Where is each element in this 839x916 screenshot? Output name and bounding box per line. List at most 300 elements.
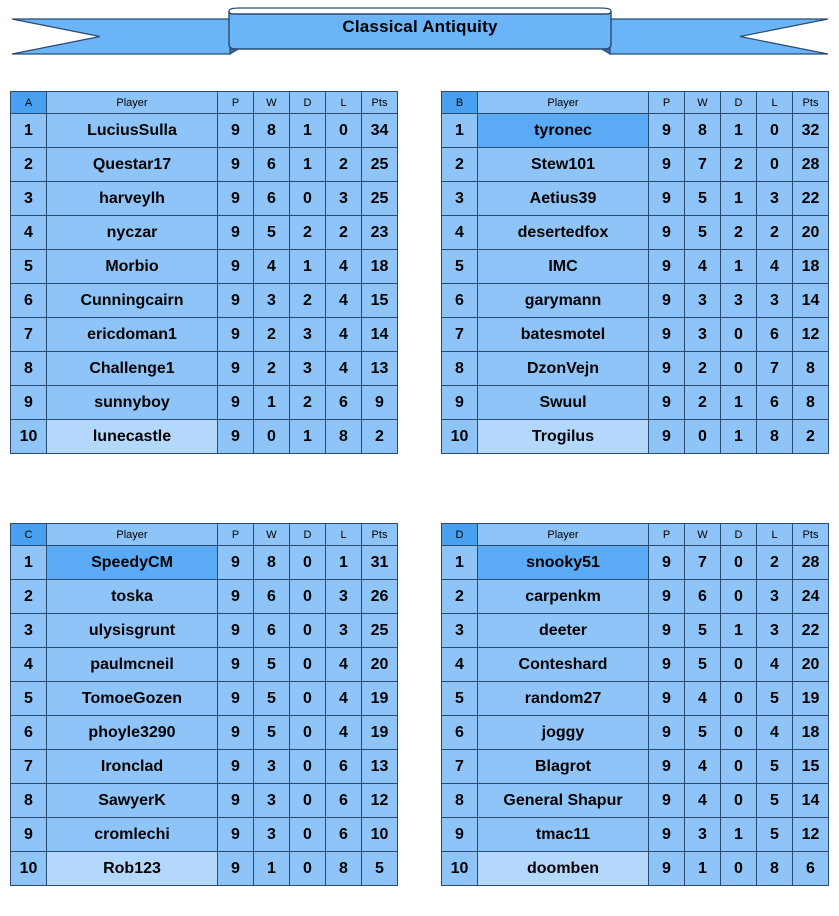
w-cell: 5 [685, 716, 721, 750]
l-cell: 3 [326, 580, 362, 614]
w-cell: 5 [685, 216, 721, 250]
rank-cell: 3 [442, 182, 478, 216]
w-cell: 5 [685, 648, 721, 682]
p-cell: 9 [649, 648, 685, 682]
d-cell: 3 [290, 352, 326, 386]
w-cell: 6 [254, 614, 290, 648]
pts-cell: 14 [793, 284, 829, 318]
w-cell: 5 [254, 216, 290, 250]
d-cell: 0 [290, 648, 326, 682]
w-cell: 5 [254, 648, 290, 682]
column-header-l: L [757, 524, 793, 546]
table-row [11, 318, 398, 352]
pts-cell: 2 [362, 420, 398, 454]
pts-cell: 19 [362, 716, 398, 750]
player-name-cell: Rob123 [47, 852, 218, 886]
rank-cell: 6 [11, 716, 47, 750]
p-cell: 9 [218, 648, 254, 682]
column-header-pts: Pts [362, 524, 398, 546]
d-cell: 0 [721, 852, 757, 886]
table-row [11, 420, 398, 454]
w-cell: 4 [685, 250, 721, 284]
pts-cell: 12 [793, 818, 829, 852]
rank-cell: 8 [11, 352, 47, 386]
rank-cell: 2 [442, 580, 478, 614]
pts-cell: 18 [362, 250, 398, 284]
column-header-w: W [685, 92, 721, 114]
table-row [11, 648, 398, 682]
player-name-cell: desertedfox [478, 216, 649, 250]
w-cell: 6 [254, 580, 290, 614]
rank-cell: 4 [442, 216, 478, 250]
p-cell: 9 [218, 580, 254, 614]
rank-cell: 2 [11, 148, 47, 182]
d-cell: 0 [290, 784, 326, 818]
rank-cell: 3 [442, 614, 478, 648]
l-cell: 8 [757, 852, 793, 886]
table-row [11, 148, 398, 182]
d-cell: 1 [721, 386, 757, 420]
l-cell: 3 [757, 284, 793, 318]
d-cell: 1 [721, 614, 757, 648]
column-header-w: W [254, 524, 290, 546]
player-name-cell: Swuul [478, 386, 649, 420]
d-cell: 1 [721, 818, 757, 852]
column-header-p: P [649, 524, 685, 546]
player-name-cell: carpenkm [478, 580, 649, 614]
pts-cell: 34 [362, 114, 398, 148]
w-cell: 4 [254, 250, 290, 284]
rank-cell: 7 [442, 318, 478, 352]
column-header-p: P [649, 92, 685, 114]
p-cell: 9 [218, 818, 254, 852]
l-cell: 4 [326, 648, 362, 682]
l-cell: 7 [757, 352, 793, 386]
player-name-cell: phoyle3290 [47, 716, 218, 750]
rank-cell: 9 [442, 386, 478, 420]
d-cell: 1 [290, 250, 326, 284]
rank-cell: 8 [11, 784, 47, 818]
table-row [11, 284, 398, 318]
table-header-row [11, 524, 398, 546]
player-name-cell: Stew101 [478, 148, 649, 182]
pts-cell: 18 [793, 250, 829, 284]
p-cell: 9 [218, 182, 254, 216]
p-cell: 9 [649, 420, 685, 454]
table-row [442, 386, 829, 420]
table-row [11, 386, 398, 420]
w-cell: 4 [685, 750, 721, 784]
column-header-p: P [218, 524, 254, 546]
player-name-cell: TomoeGozen [47, 682, 218, 716]
column-header-w: W [254, 92, 290, 114]
l-cell: 4 [326, 352, 362, 386]
table-header-row [442, 524, 829, 546]
column-header-player: Player [47, 92, 218, 114]
rank-cell: 10 [442, 420, 478, 454]
w-cell: 3 [254, 284, 290, 318]
player-name-cell: SawyerK [47, 784, 218, 818]
w-cell: 3 [685, 284, 721, 318]
pts-cell: 22 [793, 614, 829, 648]
rank-cell: 4 [11, 648, 47, 682]
table-header-row [442, 92, 829, 114]
player-name-cell: Aetius39 [478, 182, 649, 216]
p-cell: 9 [218, 546, 254, 580]
player-name-cell: sunnyboy [47, 386, 218, 420]
player-name-cell: batesmotel [478, 318, 649, 352]
w-cell: 2 [254, 318, 290, 352]
p-cell: 9 [649, 284, 685, 318]
player-name-cell: Questar17 [47, 148, 218, 182]
table-row [442, 420, 829, 454]
l-cell: 6 [326, 386, 362, 420]
d-cell: 2 [721, 148, 757, 182]
rank-cell: 7 [11, 750, 47, 784]
player-name-cell: tyronec [478, 114, 649, 148]
p-cell: 9 [218, 614, 254, 648]
p-cell: 9 [218, 750, 254, 784]
d-cell: 1 [721, 182, 757, 216]
pts-cell: 26 [362, 580, 398, 614]
d-cell: 0 [290, 750, 326, 784]
table-row [442, 148, 829, 182]
w-cell: 3 [254, 784, 290, 818]
table-row [11, 182, 398, 216]
rank-cell: 1 [11, 114, 47, 148]
l-cell: 6 [326, 750, 362, 784]
table-row [442, 648, 829, 682]
table-row [11, 784, 398, 818]
d-cell: 0 [290, 716, 326, 750]
player-name-cell: ericdoman1 [47, 318, 218, 352]
table-row [442, 682, 829, 716]
w-cell: 8 [685, 114, 721, 148]
p-cell: 9 [649, 546, 685, 580]
player-name-cell: Morbio [47, 250, 218, 284]
l-cell: 5 [757, 818, 793, 852]
group-label: A [11, 92, 47, 114]
table-row [442, 852, 829, 886]
l-cell: 1 [326, 546, 362, 580]
w-cell: 3 [254, 818, 290, 852]
pts-cell: 20 [362, 648, 398, 682]
rank-cell: 1 [11, 546, 47, 580]
table-row [442, 818, 829, 852]
l-cell: 2 [326, 148, 362, 182]
player-name-cell: lunecastle [47, 420, 218, 454]
p-cell: 9 [218, 216, 254, 250]
l-cell: 8 [326, 420, 362, 454]
player-name-cell: nyczar [47, 216, 218, 250]
l-cell: 8 [326, 852, 362, 886]
player-name-cell: IMC [478, 250, 649, 284]
pts-cell: 14 [793, 784, 829, 818]
w-cell: 3 [685, 818, 721, 852]
pts-cell: 2 [793, 420, 829, 454]
rank-cell: 7 [11, 318, 47, 352]
p-cell: 9 [649, 818, 685, 852]
d-cell: 0 [290, 580, 326, 614]
w-cell: 1 [254, 852, 290, 886]
table-row [442, 750, 829, 784]
table-row [442, 784, 829, 818]
table-row [442, 182, 829, 216]
rank-cell: 5 [442, 682, 478, 716]
p-cell: 9 [218, 420, 254, 454]
column-header-player: Player [478, 92, 649, 114]
group-d-table [441, 523, 829, 886]
table-row [11, 716, 398, 750]
player-name-cell: cromlechi [47, 818, 218, 852]
group-label: C [11, 524, 47, 546]
d-cell: 2 [721, 216, 757, 250]
d-cell: 1 [721, 250, 757, 284]
l-cell: 4 [326, 682, 362, 716]
pts-cell: 10 [362, 818, 398, 852]
l-cell: 2 [757, 216, 793, 250]
rank-cell: 9 [442, 818, 478, 852]
rank-cell: 8 [442, 352, 478, 386]
w-cell: 8 [254, 114, 290, 148]
column-header-player: Player [478, 524, 649, 546]
table-row [442, 284, 829, 318]
l-cell: 3 [757, 580, 793, 614]
pts-cell: 5 [362, 852, 398, 886]
l-cell: 4 [757, 716, 793, 750]
w-cell: 3 [685, 318, 721, 352]
d-cell: 0 [290, 614, 326, 648]
w-cell: 2 [685, 386, 721, 420]
player-name-cell: random27 [478, 682, 649, 716]
rank-cell: 5 [11, 682, 47, 716]
column-header-d: D [721, 524, 757, 546]
d-cell: 0 [290, 182, 326, 216]
p-cell: 9 [218, 148, 254, 182]
d-cell: 3 [721, 284, 757, 318]
rank-cell: 3 [11, 614, 47, 648]
group-c-table [10, 523, 398, 886]
pts-cell: 25 [362, 182, 398, 216]
l-cell: 6 [326, 784, 362, 818]
l-cell: 3 [326, 182, 362, 216]
p-cell: 9 [218, 284, 254, 318]
p-cell: 9 [218, 386, 254, 420]
p-cell: 9 [649, 852, 685, 886]
l-cell: 6 [757, 318, 793, 352]
d-cell: 0 [290, 852, 326, 886]
w-cell: 7 [685, 148, 721, 182]
d-cell: 0 [721, 648, 757, 682]
pts-cell: 19 [793, 682, 829, 716]
page-title: Classical Antiquity [342, 17, 498, 36]
d-cell: 2 [290, 216, 326, 250]
d-cell: 0 [721, 352, 757, 386]
group-a-table [10, 91, 398, 454]
rank-cell: 5 [442, 250, 478, 284]
d-cell: 1 [721, 420, 757, 454]
d-cell: 0 [721, 580, 757, 614]
player-name-cell: Trogilus [478, 420, 649, 454]
column-header-player: Player [47, 524, 218, 546]
p-cell: 9 [218, 114, 254, 148]
rank-cell: 10 [11, 420, 47, 454]
p-cell: 9 [649, 784, 685, 818]
l-cell: 6 [326, 818, 362, 852]
column-header-d: D [290, 92, 326, 114]
table-row [11, 216, 398, 250]
w-cell: 1 [254, 386, 290, 420]
player-name-cell: ulysisgrunt [47, 614, 218, 648]
player-name-cell: tmac11 [478, 818, 649, 852]
rank-cell: 6 [442, 284, 478, 318]
d-cell: 3 [290, 318, 326, 352]
l-cell: 4 [757, 648, 793, 682]
p-cell: 9 [218, 852, 254, 886]
pts-cell: 15 [793, 750, 829, 784]
l-cell: 3 [757, 182, 793, 216]
l-cell: 2 [757, 546, 793, 580]
column-header-p: P [218, 92, 254, 114]
rank-cell: 2 [442, 148, 478, 182]
pts-cell: 22 [793, 182, 829, 216]
group-label: D [442, 524, 478, 546]
w-cell: 5 [685, 182, 721, 216]
column-header-d: D [290, 524, 326, 546]
pts-cell: 25 [362, 614, 398, 648]
column-header-l: L [326, 524, 362, 546]
l-cell: 4 [326, 284, 362, 318]
p-cell: 9 [218, 250, 254, 284]
table-row [11, 580, 398, 614]
column-header-pts: Pts [362, 92, 398, 114]
l-cell: 5 [757, 682, 793, 716]
w-cell: 5 [254, 716, 290, 750]
group-label: B [442, 92, 478, 114]
pts-cell: 13 [362, 352, 398, 386]
p-cell: 9 [649, 352, 685, 386]
player-name-cell: Ironclad [47, 750, 218, 784]
rank-cell: 4 [442, 648, 478, 682]
p-cell: 9 [218, 318, 254, 352]
pts-cell: 14 [362, 318, 398, 352]
table-row [11, 614, 398, 648]
d-cell: 1 [290, 148, 326, 182]
p-cell: 9 [649, 580, 685, 614]
d-cell: 1 [290, 420, 326, 454]
pts-cell: 13 [362, 750, 398, 784]
pts-cell: 19 [362, 682, 398, 716]
l-cell: 4 [326, 318, 362, 352]
l-cell: 0 [326, 114, 362, 148]
d-cell: 1 [290, 114, 326, 148]
w-cell: 5 [254, 682, 290, 716]
player-name-cell: General Shapur [478, 784, 649, 818]
player-name-cell: garymann [478, 284, 649, 318]
w-cell: 1 [685, 852, 721, 886]
rank-cell: 1 [442, 546, 478, 580]
table-row [442, 216, 829, 250]
d-cell: 1 [721, 114, 757, 148]
l-cell: 3 [757, 614, 793, 648]
table-row [442, 716, 829, 750]
pts-cell: 31 [362, 546, 398, 580]
w-cell: 8 [254, 546, 290, 580]
w-cell: 3 [254, 750, 290, 784]
w-cell: 4 [685, 682, 721, 716]
player-name-cell: toska [47, 580, 218, 614]
pts-cell: 28 [793, 148, 829, 182]
column-header-l: L [757, 92, 793, 114]
d-cell: 0 [721, 716, 757, 750]
player-name-cell: deeter [478, 614, 649, 648]
l-cell: 4 [757, 250, 793, 284]
rank-cell: 5 [11, 250, 47, 284]
table-row [11, 352, 398, 386]
d-cell: 0 [290, 682, 326, 716]
player-name-cell: SpeedyCM [47, 546, 218, 580]
l-cell: 0 [757, 148, 793, 182]
column-header-pts: Pts [793, 92, 829, 114]
d-cell: 2 [290, 284, 326, 318]
l-cell: 6 [757, 386, 793, 420]
d-cell: 0 [290, 546, 326, 580]
d-cell: 0 [721, 546, 757, 580]
w-cell: 6 [254, 148, 290, 182]
d-cell: 0 [721, 784, 757, 818]
rank-cell: 3 [11, 182, 47, 216]
p-cell: 9 [649, 216, 685, 250]
player-name-cell: harveylh [47, 182, 218, 216]
w-cell: 4 [685, 784, 721, 818]
w-cell: 0 [254, 420, 290, 454]
column-header-l: L [326, 92, 362, 114]
column-header-pts: Pts [793, 524, 829, 546]
rank-cell: 1 [442, 114, 478, 148]
table-row [11, 682, 398, 716]
rank-cell: 10 [11, 852, 47, 886]
l-cell: 0 [757, 114, 793, 148]
rank-cell: 9 [11, 818, 47, 852]
p-cell: 9 [649, 182, 685, 216]
rank-cell: 7 [442, 750, 478, 784]
l-cell: 8 [757, 420, 793, 454]
p-cell: 9 [649, 250, 685, 284]
l-cell: 5 [757, 750, 793, 784]
table-header-row [11, 92, 398, 114]
p-cell: 9 [649, 750, 685, 784]
player-name-cell: Conteshard [478, 648, 649, 682]
p-cell: 9 [218, 784, 254, 818]
rank-cell: 6 [442, 716, 478, 750]
p-cell: 9 [649, 682, 685, 716]
rank-cell: 9 [11, 386, 47, 420]
rank-cell: 4 [11, 216, 47, 250]
pts-cell: 24 [793, 580, 829, 614]
pts-cell: 20 [793, 216, 829, 250]
table-row [11, 750, 398, 784]
table-row [442, 580, 829, 614]
rank-cell: 8 [442, 784, 478, 818]
rank-cell: 2 [11, 580, 47, 614]
w-cell: 6 [254, 182, 290, 216]
w-cell: 2 [254, 352, 290, 386]
column-header-w: W [685, 524, 721, 546]
table-row [442, 318, 829, 352]
table-row [11, 250, 398, 284]
pts-cell: 15 [362, 284, 398, 318]
l-cell: 2 [326, 216, 362, 250]
